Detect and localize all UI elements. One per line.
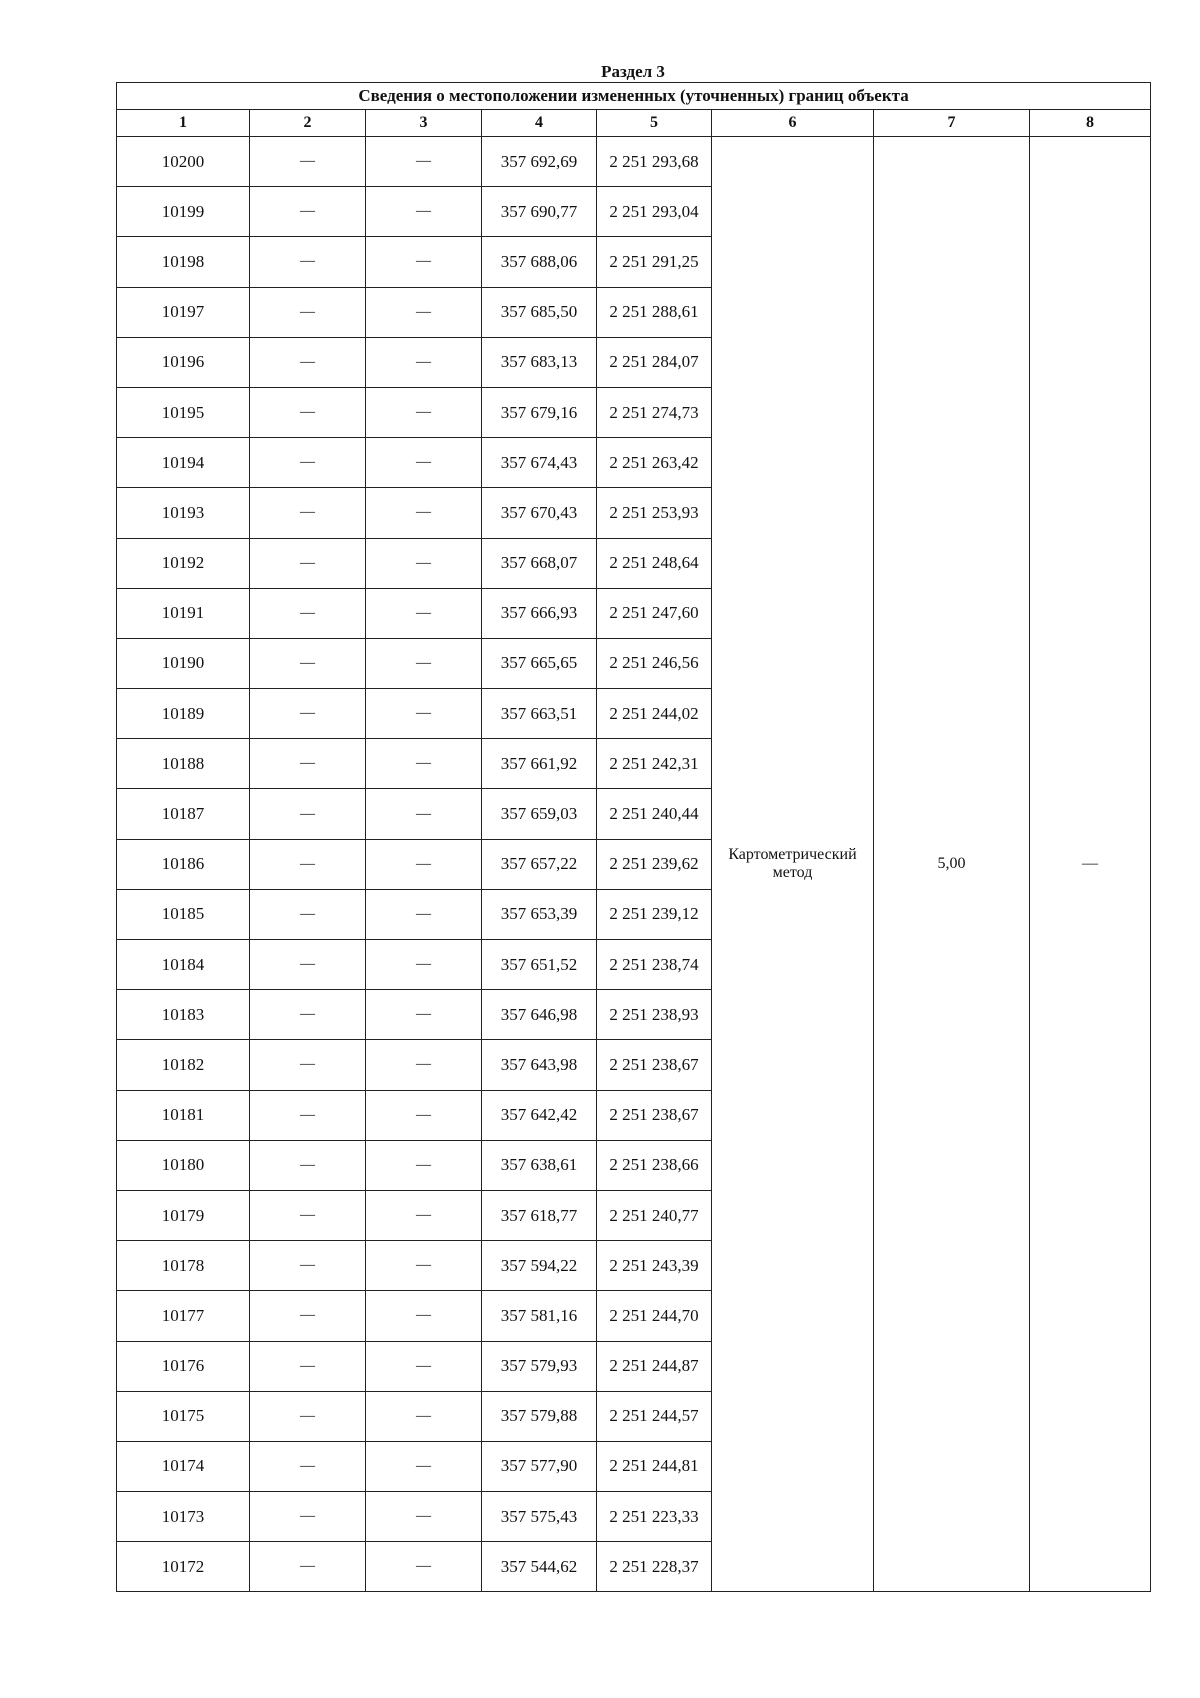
- point-number-cell: 10172: [117, 1542, 250, 1592]
- col2-cell: —: [250, 739, 366, 789]
- point-number-cell: 10176: [117, 1341, 250, 1391]
- col3-cell: —: [366, 538, 482, 588]
- point-number-cell: 10184: [117, 940, 250, 990]
- col2-cell: —: [250, 1040, 366, 1090]
- col2-cell: —: [250, 689, 366, 739]
- boundary-table: [116, 82, 1151, 1592]
- col2-cell: —: [250, 789, 366, 839]
- column-header-3: 3: [366, 110, 482, 137]
- col3-cell: —: [366, 438, 482, 488]
- point-number-cell: 10200: [117, 137, 250, 187]
- y-coordinate-cell: 2 251 248,64: [597, 538, 712, 588]
- y-coordinate-cell: 2 251 240,77: [597, 1190, 712, 1240]
- x-coordinate-cell: 357 643,98: [482, 1040, 597, 1090]
- x-coordinate-cell: 357 651,52: [482, 940, 597, 990]
- col3-cell: —: [366, 1140, 482, 1190]
- y-coordinate-cell: 2 251 244,70: [597, 1291, 712, 1341]
- col3-cell: —: [366, 1040, 482, 1090]
- point-number-cell: 10189: [117, 689, 250, 739]
- y-coordinate-cell: 2 251 238,67: [597, 1090, 712, 1140]
- col2-cell: —: [250, 1291, 366, 1341]
- point-number-cell: 10188: [117, 739, 250, 789]
- col8-cell: —: [1030, 137, 1151, 1592]
- col3-cell: —: [366, 1241, 482, 1291]
- y-coordinate-cell: 2 251 242,31: [597, 739, 712, 789]
- y-coordinate-cell: 2 251 223,33: [597, 1492, 712, 1542]
- x-coordinate-cell: 357 657,22: [482, 839, 597, 889]
- column-header-4: 4: [482, 110, 597, 137]
- y-coordinate-cell: 2 251 247,60: [597, 588, 712, 638]
- x-coordinate-cell: 357 668,07: [482, 538, 597, 588]
- col2-cell: —: [250, 940, 366, 990]
- y-coordinate-cell: 2 251 244,81: [597, 1441, 712, 1491]
- section-heading: Раздел 3: [601, 62, 665, 81]
- y-coordinate-cell: 2 251 238,93: [597, 990, 712, 1040]
- column-header-2: 2: [250, 110, 366, 137]
- x-coordinate-cell: 357 665,65: [482, 638, 597, 688]
- col2-cell: —: [250, 638, 366, 688]
- point-number-cell: 10186: [117, 839, 250, 889]
- col3-cell: —: [366, 990, 482, 1040]
- col2-cell: —: [250, 488, 366, 538]
- y-coordinate-cell: 2 251 293,04: [597, 187, 712, 237]
- column-header-5: 5: [597, 110, 712, 137]
- col2-cell: —: [250, 337, 366, 387]
- col2-cell: —: [250, 187, 366, 237]
- y-coordinate-cell: 2 251 243,39: [597, 1241, 712, 1291]
- col3-cell: —: [366, 237, 482, 287]
- point-number-cell: 10181: [117, 1090, 250, 1140]
- y-coordinate-cell: 2 251 239,12: [597, 889, 712, 939]
- col2-cell: —: [250, 1190, 366, 1240]
- y-coordinate-cell: 2 251 284,07: [597, 337, 712, 387]
- col3-cell: —: [366, 488, 482, 538]
- point-number-cell: 10190: [117, 638, 250, 688]
- x-coordinate-cell: 357 683,13: [482, 337, 597, 387]
- col3-cell: —: [366, 337, 482, 387]
- point-number-cell: 10179: [117, 1190, 250, 1240]
- col3-cell: —: [366, 137, 482, 187]
- col2-cell: —: [250, 1090, 366, 1140]
- col2-cell: —: [250, 990, 366, 1040]
- column-header-8: 8: [1030, 110, 1151, 137]
- col2-cell: —: [250, 889, 366, 939]
- col3-cell: —: [366, 588, 482, 638]
- point-number-cell: 10194: [117, 438, 250, 488]
- x-coordinate-cell: 357 544,62: [482, 1542, 597, 1592]
- point-number-cell: 10182: [117, 1040, 250, 1090]
- y-coordinate-cell: 2 251 293,68: [597, 137, 712, 187]
- point-number-cell: 10177: [117, 1291, 250, 1341]
- y-coordinate-cell: 2 251 288,61: [597, 287, 712, 337]
- accuracy-cell: 5,00: [874, 137, 1030, 1592]
- x-coordinate-cell: 357 685,50: [482, 287, 597, 337]
- col3-cell: —: [366, 1441, 482, 1491]
- x-coordinate-cell: 357 670,43: [482, 488, 597, 538]
- col2-cell: —: [250, 839, 366, 889]
- column-header-7: 7: [874, 110, 1030, 137]
- column-header-6: 6: [712, 110, 874, 137]
- col2-cell: —: [250, 1241, 366, 1291]
- x-coordinate-cell: 357 661,92: [482, 739, 597, 789]
- point-number-cell: 10180: [117, 1140, 250, 1190]
- point-number-cell: 10185: [117, 889, 250, 939]
- col2-cell: —: [250, 1542, 366, 1592]
- x-coordinate-cell: 357 659,03: [482, 789, 597, 839]
- point-number-cell: 10198: [117, 237, 250, 287]
- y-coordinate-cell: 2 251 238,66: [597, 1140, 712, 1190]
- point-number-cell: 10175: [117, 1391, 250, 1441]
- point-number-cell: 10187: [117, 789, 250, 839]
- y-coordinate-cell: 2 251 228,37: [597, 1542, 712, 1592]
- col2-cell: —: [250, 588, 366, 638]
- col3-cell: —: [366, 287, 482, 337]
- point-number-cell: 10196: [117, 337, 250, 387]
- y-coordinate-cell: 2 251 240,44: [597, 789, 712, 839]
- point-number-cell: 10199: [117, 187, 250, 237]
- document-sheet: [116, 62, 1150, 1592]
- x-coordinate-cell: 357 642,42: [482, 1090, 597, 1140]
- point-number-cell: 10192: [117, 538, 250, 588]
- col3-cell: —: [366, 1090, 482, 1140]
- x-coordinate-cell: 357 579,88: [482, 1391, 597, 1441]
- point-number-cell: 10193: [117, 488, 250, 538]
- x-coordinate-cell: 357 663,51: [482, 689, 597, 739]
- x-coordinate-cell: 357 679,16: [482, 387, 597, 437]
- y-coordinate-cell: 2 251 253,93: [597, 488, 712, 538]
- col3-cell: —: [366, 1492, 482, 1542]
- col3-cell: —: [366, 839, 482, 889]
- col3-cell: —: [366, 187, 482, 237]
- column-header-1: 1: [117, 110, 250, 137]
- y-coordinate-cell: 2 251 244,02: [597, 689, 712, 739]
- point-number-cell: 10191: [117, 588, 250, 638]
- col2-cell: —: [250, 387, 366, 437]
- x-coordinate-cell: 357 618,77: [482, 1190, 597, 1240]
- x-coordinate-cell: 357 579,93: [482, 1341, 597, 1391]
- point-number-cell: 10178: [117, 1241, 250, 1291]
- x-coordinate-cell: 357 581,16: [482, 1291, 597, 1341]
- table-caption: Сведения о местоположении измененных (уточненных) границ объекта: [117, 83, 1151, 110]
- col2-cell: —: [250, 1391, 366, 1441]
- y-coordinate-cell: 2 251 274,73: [597, 387, 712, 437]
- col2-cell: —: [250, 538, 366, 588]
- y-coordinate-cell: 2 251 263,42: [597, 438, 712, 488]
- col2-cell: —: [250, 1140, 366, 1190]
- x-coordinate-cell: 357 638,61: [482, 1140, 597, 1190]
- col3-cell: —: [366, 1291, 482, 1341]
- x-coordinate-cell: 357 575,43: [482, 1492, 597, 1542]
- y-coordinate-cell: 2 251 291,25: [597, 237, 712, 287]
- col3-cell: —: [366, 1341, 482, 1391]
- point-number-cell: 10195: [117, 387, 250, 437]
- col3-cell: —: [366, 1391, 482, 1441]
- col3-cell: —: [366, 387, 482, 437]
- y-coordinate-cell: 2 251 238,74: [597, 940, 712, 990]
- method-cell: [712, 137, 874, 1592]
- column-header-row: [117, 110, 1151, 137]
- method-line-1: Картометрический: [728, 846, 857, 864]
- x-coordinate-cell: 357 692,69: [482, 137, 597, 187]
- point-number-cell: 10183: [117, 990, 250, 1040]
- x-coordinate-cell: 357 577,90: [482, 1441, 597, 1491]
- y-coordinate-cell: 2 251 244,57: [597, 1391, 712, 1441]
- col3-cell: —: [366, 940, 482, 990]
- col3-cell: —: [366, 638, 482, 688]
- y-coordinate-cell: 2 251 246,56: [597, 638, 712, 688]
- point-number-cell: 10197: [117, 287, 250, 337]
- col2-cell: —: [250, 438, 366, 488]
- x-coordinate-cell: 357 653,39: [482, 889, 597, 939]
- col3-cell: —: [366, 689, 482, 739]
- x-coordinate-cell: 357 666,93: [482, 588, 597, 638]
- col2-cell: —: [250, 237, 366, 287]
- col3-cell: —: [366, 1542, 482, 1592]
- x-coordinate-cell: 357 674,43: [482, 438, 597, 488]
- y-coordinate-cell: 2 251 239,62: [597, 839, 712, 889]
- col3-cell: —: [366, 1190, 482, 1240]
- col3-cell: —: [366, 889, 482, 939]
- col3-cell: —: [366, 739, 482, 789]
- col3-cell: —: [366, 789, 482, 839]
- x-coordinate-cell: 357 688,06: [482, 237, 597, 287]
- table-body: [117, 137, 1151, 1592]
- point-number-cell: 10174: [117, 1441, 250, 1491]
- col2-cell: —: [250, 137, 366, 187]
- col2-cell: —: [250, 1492, 366, 1542]
- table-row: [117, 137, 1151, 187]
- x-coordinate-cell: 357 594,22: [482, 1241, 597, 1291]
- col2-cell: —: [250, 1341, 366, 1391]
- y-coordinate-cell: 2 251 238,67: [597, 1040, 712, 1090]
- y-coordinate-cell: 2 251 244,87: [597, 1341, 712, 1391]
- point-number-cell: 10173: [117, 1492, 250, 1542]
- x-coordinate-cell: 357 690,77: [482, 187, 597, 237]
- col2-cell: —: [250, 287, 366, 337]
- method-line-2: метод: [772, 864, 813, 882]
- x-coordinate-cell: 357 646,98: [482, 990, 597, 1040]
- col2-cell: —: [250, 1441, 366, 1491]
